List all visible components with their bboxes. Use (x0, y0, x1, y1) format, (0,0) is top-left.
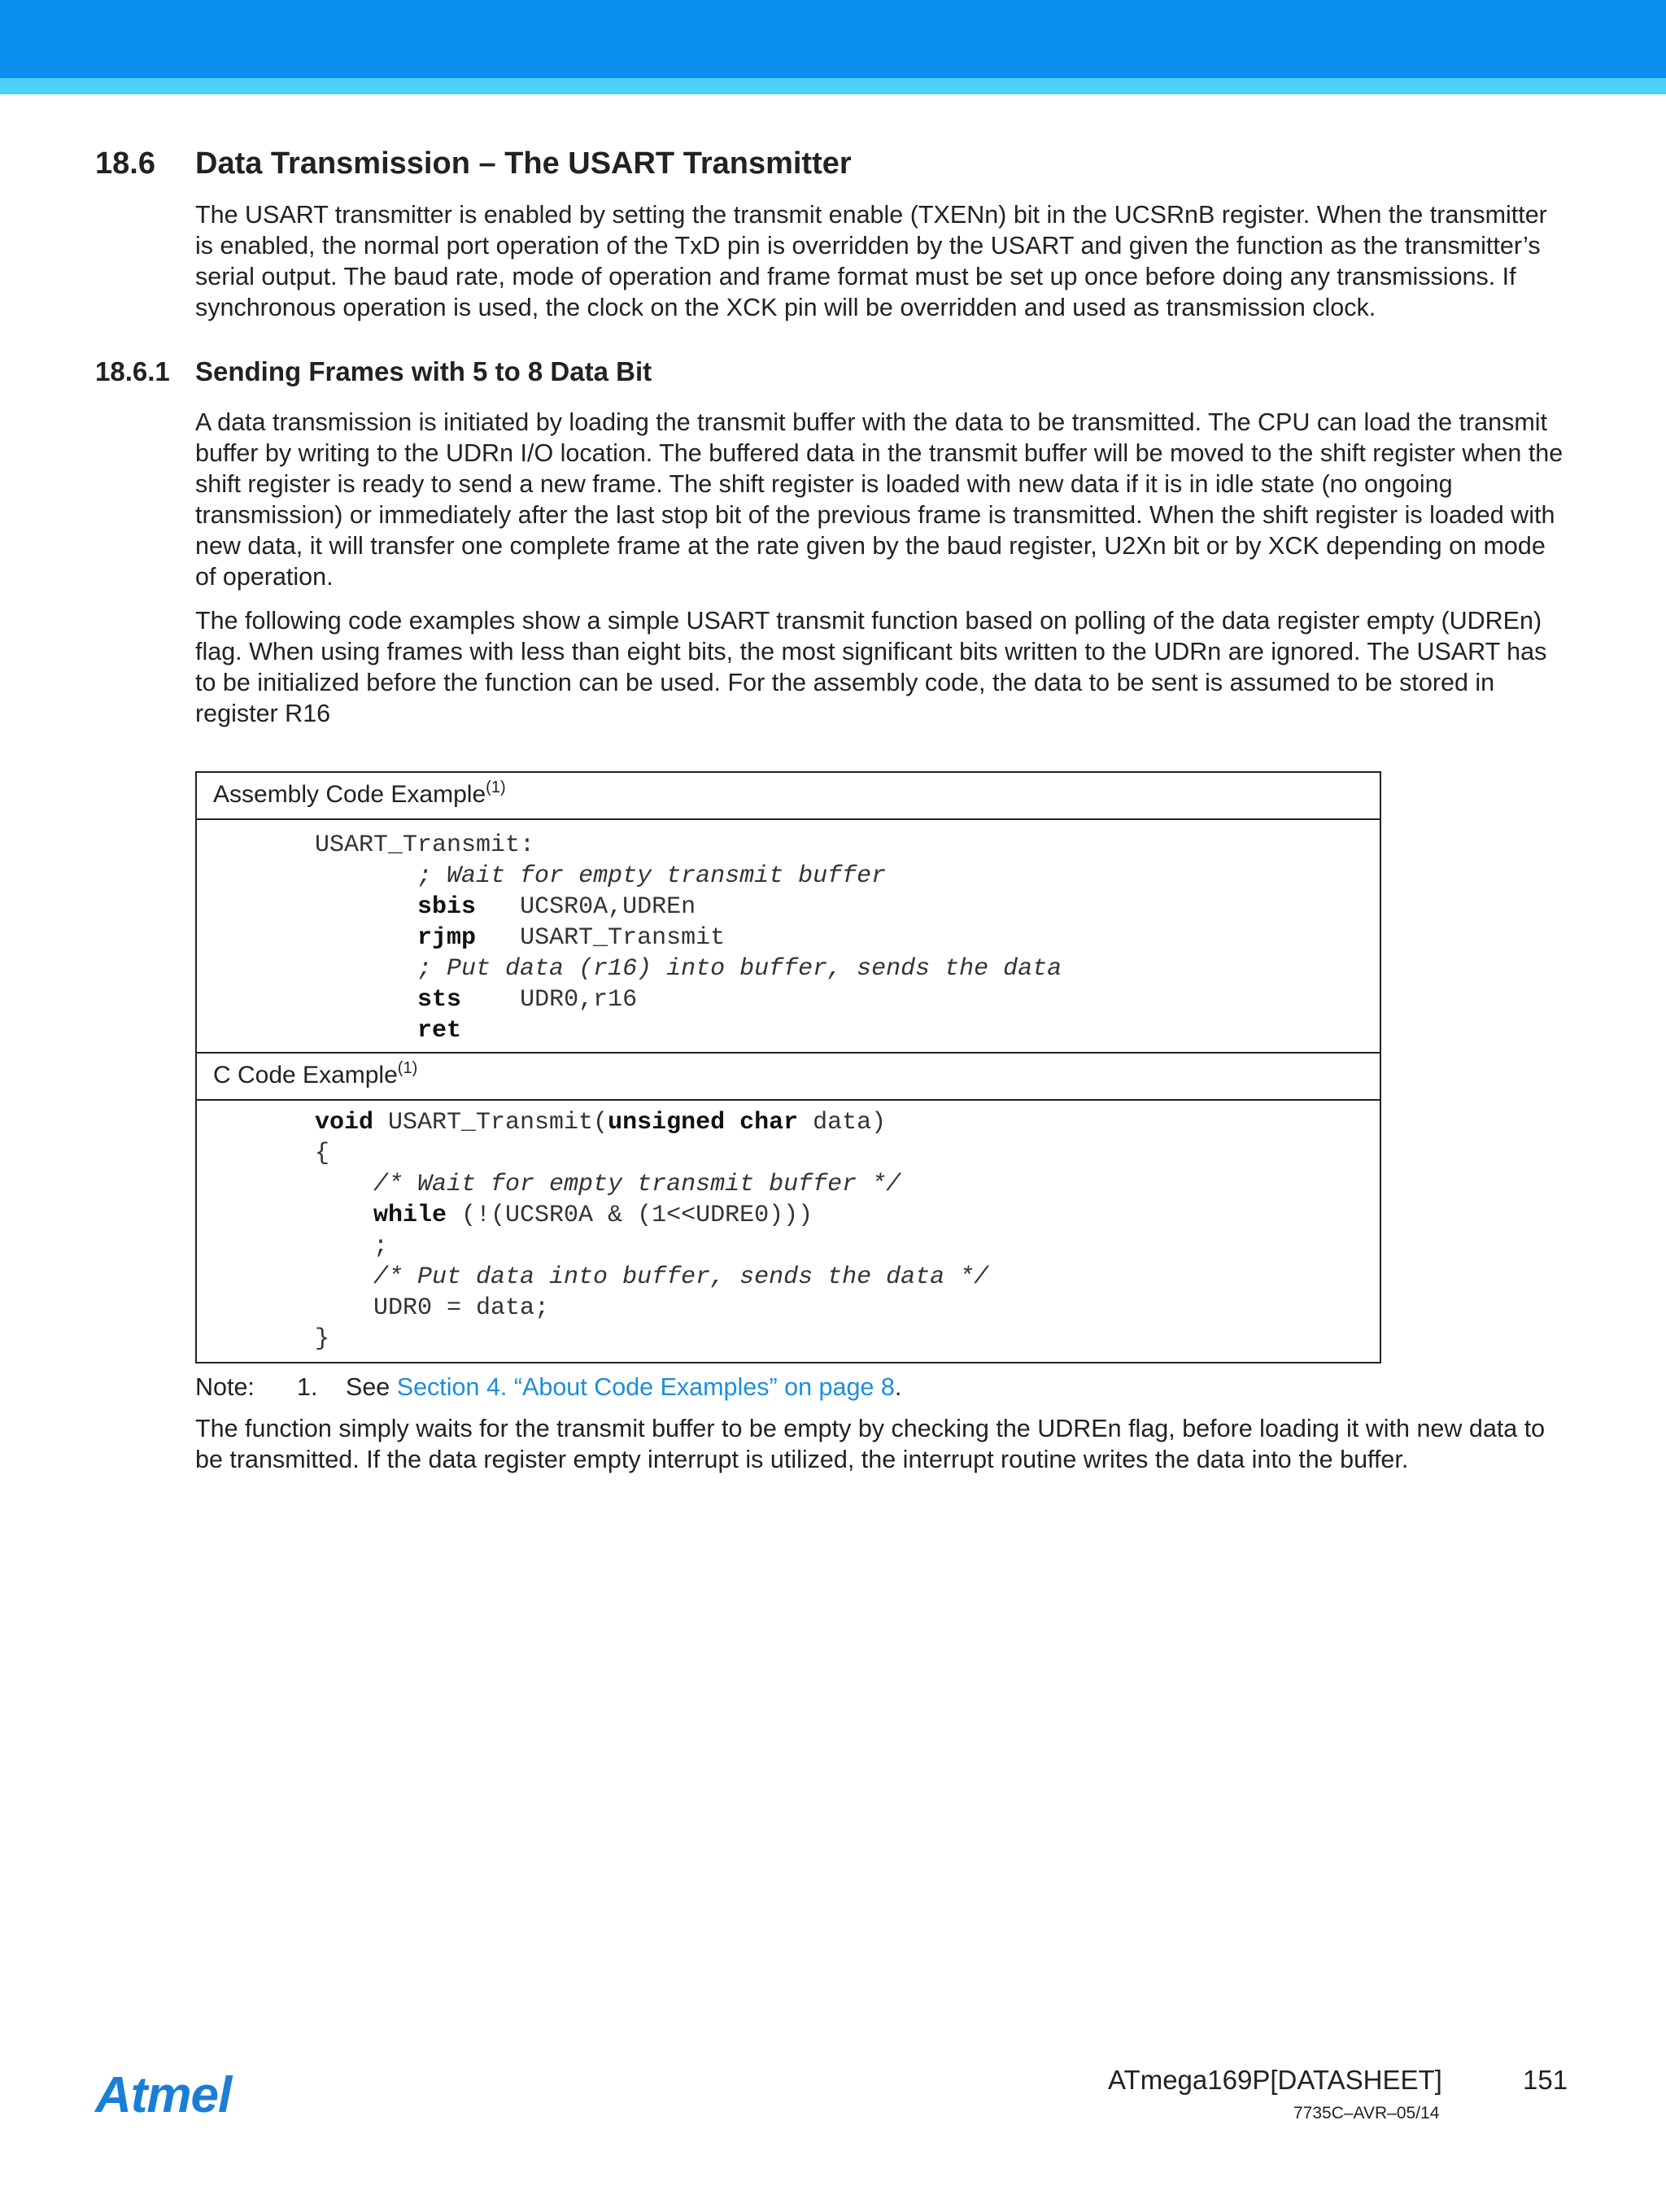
asm-header: Assembly Code Example$^{(1)}$ (213, 779, 506, 808)
c-code-block: void USART_Transmit(unsigned char data) { /* Wait for empty transmit buffer */ while (!(UCSR0A & (1<<UDRE0))) ; /* Put data into buffer, sends the data */ UDR0 = data; } (315, 1109, 989, 1353)
closing-paragraph: The function simply waits for the transmit buffer to be empty by checking the UDREn flag, before loading it with new data to be transmitted. If the data register empty interrupt is utilized, the interrupt routine writes the data into the buffer. (195, 1415, 1546, 1473)
header-accent-stripe (0, 78, 1666, 94)
note-label: Note: (195, 1373, 255, 1401)
section-intro-paragraph: The USART transmitter is enabled by setting the transmit enable (TXENn) bit in the UCSRnB register. When the transmitter is enabled, the normal port operation of the TxD pin is overridden by the USART and given the function as the transmitter’s serial output. The baud rate, mode of operation and frame format must be set up once before doing any transmissions. If synchronous operation is used, the clock on the XCK pin will be overridden and used as transmission clock. (195, 201, 1547, 321)
header-band (0, 0, 1666, 78)
section-title: Data Transmission – The USART Transmitter (195, 146, 852, 181)
subsection-title: Sending Frames with 5 to 8 Data Bit (195, 356, 652, 386)
asm-comment: ; Wait for empty transmit buffer (417, 862, 887, 890)
asm-instruction: ret (417, 1017, 462, 1045)
note-prefix: See (346, 1373, 397, 1401)
footer-document-title: ATmega169P[DATASHEET] (1108, 2065, 1442, 2095)
asm-label: USART_Transmit: (315, 831, 535, 859)
document-code: 7735C–AVR–05/14 (1293, 2104, 1440, 2123)
atmel-logo: Atmel (95, 2067, 232, 2123)
subsection-paragraph-2: The following code examples show a simple USART transmit function based on polling of the data register empty (UDREn) flag. When using frames with less than eight bits, the most significant bits written to the UDRn are ignored. The USART has to be initialized before the function can be used. For the assembly code, the data to be sent is assumed to be stored in register R16 (195, 607, 1547, 727)
asm-instruction: sbis (417, 893, 477, 921)
note-suffix: . (894, 1373, 902, 1401)
section-number: 18.6 (95, 146, 155, 181)
asm-header-row (197, 773, 1380, 820)
subsection-number: 18.6.1 (95, 356, 170, 386)
c-code-cell (197, 1101, 1380, 1363)
asm-instruction: rjmp (417, 924, 477, 952)
page-number: 151 (1523, 2065, 1568, 2095)
asm-comment: ; Put data (r16) into buffer, sends the data (417, 955, 1062, 983)
note-number: 1. (297, 1373, 318, 1401)
subsection-paragraph-1: A data transmission is initiated by loading the transmit buffer with the data to be transmitted. The CPU can load the transmit buffer by writing to the UDRn I/O location. The buffered data in the transmit buffer will be moved to the shift register when the shift register is ready to send a new frame. The shift register is loaded with new data if it is in idle state (no ongoing transmission) or immediately after the last stop bit of the previous frame is transmitted. When the shift register is loaded with new data, it will transfer one complete frame at the rate given by the baud register, U2Xn bit or by XCK depending on mode of operation. (195, 408, 1564, 591)
c-header-row (197, 1052, 1380, 1101)
section-4-link[interactable]: Section 4. “About Code Examples” on page 8 (396, 1373, 895, 1401)
c-header: C Code Example$^{(1)}$ (213, 1059, 418, 1089)
footnote (195, 1373, 901, 1402)
asm-code-block: USART_Transmit: ; Wait for empty transmit buffer sbis UCSR0A,UDREn rjmp USART_Transmit ; Put data (r16) into buffer, sends the data sts UDR0,r16 ret (315, 831, 1062, 1045)
asm-instruction: sts (417, 986, 462, 1014)
asm-code-cell (197, 820, 1380, 1045)
code-example-table (195, 771, 1381, 1363)
